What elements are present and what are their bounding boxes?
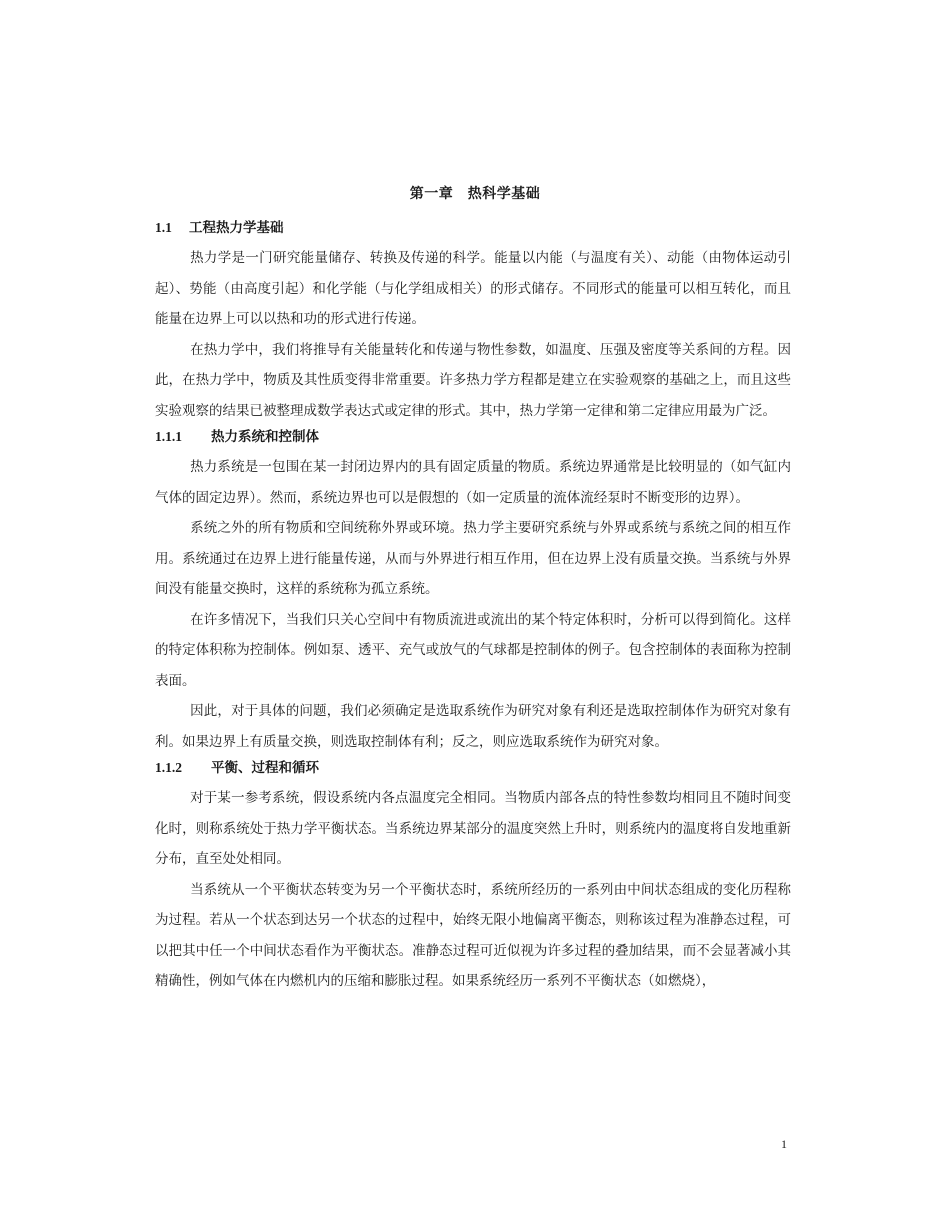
paragraph: 热力系统是一包围在某一封闭边界内的具有固定质量的物质。系统边界通常是比较明显的（如气缸内气体的固定边界）。然而，系统边界也可以是假想的（如一定质量的流体流经泵时不断变形的边界）。 <box>155 459 791 506</box>
paragraph: 在热力学中，我们将推导有关能量转化和传递与物性参数，如温度、压强及密度等关系间的方程。因此，在热力学中，物质及其性质变得非常重要。许多热力学方程都是建立在实验观察的基础之上，而且这些实验观察的结果已被整理成数学表达式或定律的形式。其中，热力学第一定律和第二定律应用最为广泛。 <box>155 341 791 419</box>
section-number: 1.1 <box>155 220 172 235</box>
paragraph: 因此，对于具体的问题，我们必须确定是选取系统作为研究对象有利还是选取控制体作为研究对象有利。如果边界上有质量交换，则选取控制体有利；反之，则应选取系统作为研究对象。 <box>155 703 791 750</box>
paragraph: 系统之外的所有物质和空间统称外界或环境。热力学主要研究系统与外界或系统与系统之间的相互作用。系统通过在边界上进行能量传递，从而与外界进行相互作用，但在边界上没有质量交换。当系统与外界间没有能量交换时，这样的系统称为孤立系统。 <box>155 520 791 597</box>
section-number: 1.1.1 <box>155 429 182 444</box>
section-heading-1-1-2 <box>155 757 791 779</box>
paragraph: 热力学是一门研究能量储存、转换及传递的科学。能量以内能（与温度有关）、动能（由物体运动引起）、势能（由高度引起）和化学能（与化学组成相关）的形式储存。不同形式的能量可以相互转化，而且能量在边界上可以以热和功的形式进行传递。 <box>155 250 791 327</box>
section-title: 热力系统和控制体 <box>211 429 319 445</box>
paragraph: 在许多情况下，当我们只关心空间中有物质流进或流出的某个特定体积时，分析可以得到简化。这样的特定体积称为控制体。例如泵、透平、充气或放气的气球都是控制体的例子。包含控制体的表面称为控制表面。 <box>155 611 791 689</box>
section-title: 平衡、过程和循环 <box>211 760 319 776</box>
paragraph: 对于某一参考系统，假设系统内各点温度完全相同。当物质内部各点的特性参数均相同且不随时间变化时，则称系统处于热力学平衡状态。当系统边界某部分的温度突然上升时，则系统内的温度将自发地重新分布，直至处处相同。 <box>155 790 791 867</box>
section-heading-1-1-1 <box>155 426 791 448</box>
page-number: 1 <box>781 1137 787 1151</box>
section-number: 1.1.2 <box>155 760 182 775</box>
paragraph: 当系统从一个平衡状态转变为另一个平衡状态时，系统所经历的一系列由中间状态组成的变化历程称为过程。若从一个状态到达另一个状态的过程中，始终无限小地偏离平衡态，则称该过程为准静态过程，可以把其中任一个中间状态看作为平衡状态。准静态过程可近似视为许多过程的叠加结果，而不会显著减小其精确性，例如气体在内燃机内的压缩和膨胀过程。如果系统经历一系列不平衡状态（如燃烧）， <box>155 881 791 989</box>
section-heading-1-1 <box>155 217 791 239</box>
page-content <box>155 217 791 997</box>
chapter-title: 第一章 热科学基础 <box>409 186 541 202</box>
section-title: 工程热力学基础 <box>189 220 284 236</box>
